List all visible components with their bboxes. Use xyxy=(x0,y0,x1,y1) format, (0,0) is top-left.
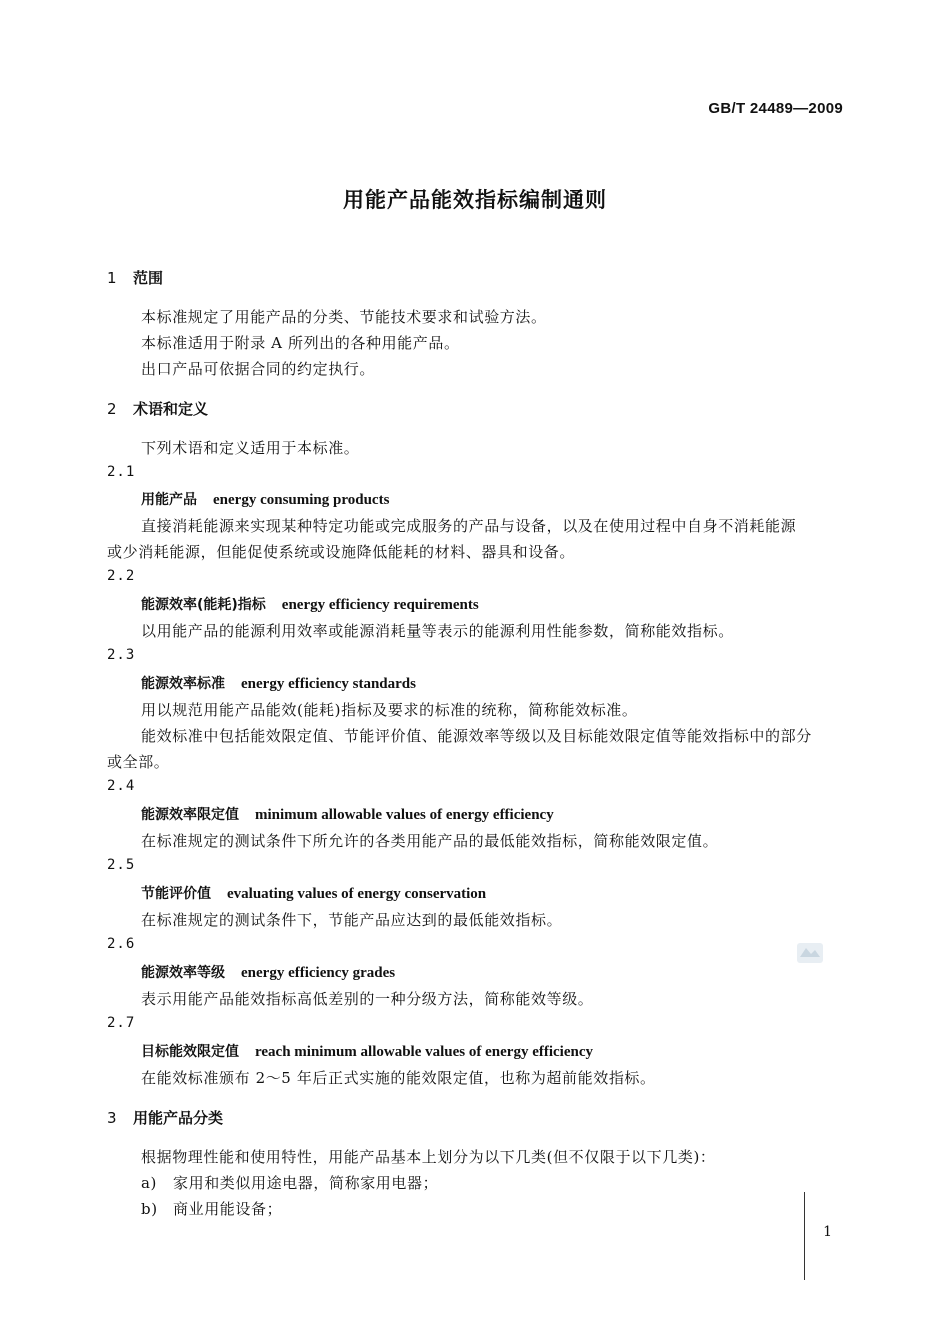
clause-number: 2.6 xyxy=(107,936,136,952)
list-marker: a) xyxy=(141,1174,157,1192)
paragraph: 出口产品可依据合同的约定执行。 xyxy=(141,360,376,378)
term-english: energy consuming products xyxy=(213,492,390,508)
list-item-text: 家用和类似用途电器，简称家用电器； xyxy=(173,1174,439,1192)
definition-line: 能效标准中包括能效限定值、节能评价值、能源效率等级以及目标能效限定值等能效指标中的部分 xyxy=(141,727,812,745)
list-item xyxy=(141,1198,282,1219)
term-english: reach minimum allowable values of energy efficiency xyxy=(255,1044,593,1060)
clause-number: 2.3 xyxy=(107,647,136,663)
section-1-heading xyxy=(107,267,163,288)
section-title: 用能产品分类 xyxy=(133,1109,224,1127)
term-chinese: 能源效率(能耗)指标 xyxy=(141,597,266,613)
section-3-heading xyxy=(107,1107,223,1128)
list-marker: b) xyxy=(141,1200,158,1218)
term-entry xyxy=(141,489,389,509)
term-entry xyxy=(141,883,486,903)
term-english: energy efficiency requirements xyxy=(281,597,479,613)
section-number: 1 xyxy=(107,269,117,287)
term-chinese: 节能评价值 xyxy=(141,886,211,902)
section-title: 术语和定义 xyxy=(133,400,209,418)
definition-line: 表示用能产品能效指标高低差别的一种分级方法，简称能效等级。 xyxy=(141,990,594,1008)
list-item-text: 商业用能设备； xyxy=(173,1200,283,1218)
paragraph: 根据物理性能和使用特性，用能产品基本上划分为以下几类(但不仅限于以下几类)： xyxy=(141,1148,716,1166)
section-title: 范围 xyxy=(133,269,164,287)
document-title: 用能产品能效指标编制通则 xyxy=(343,188,607,212)
term-chinese: 能源效率限定值 xyxy=(141,807,239,823)
definition-line: 以用能产品的能源利用效率或能源消耗量等表示的能源利用性能参数，简称能效指标。 xyxy=(141,622,734,640)
clause-number: 2.7 xyxy=(107,1015,136,1031)
definition-line: 用以规范用能产品能效(能耗)指标及要求的标准的统称，简称能效标准。 xyxy=(141,701,638,719)
paragraph: 本标准适用于附录 A 所列出的各种用能产品。 xyxy=(141,334,460,352)
term-entry xyxy=(141,673,416,693)
section-number: 2 xyxy=(107,400,117,418)
clause-number: 2.5 xyxy=(107,857,136,873)
clause-number: 2.4 xyxy=(107,778,136,794)
page-number: 1 xyxy=(823,1224,832,1240)
term-english: evaluating values of energy conservation xyxy=(227,886,487,902)
section-2-heading xyxy=(107,398,208,419)
standard-number: GB/T 24489—2009 xyxy=(708,100,843,117)
watermark-logo-graphic xyxy=(797,943,823,963)
term-chinese: 能源效率等级 xyxy=(141,965,225,981)
clause-number: 2.1 xyxy=(107,464,136,480)
definition-line: 在标准规定的测试条件下，节能产品应达到的最低能效指标。 xyxy=(141,911,563,929)
term-chinese: 能源效率标准 xyxy=(141,676,225,692)
definition-line: 在标准规定的测试条件下所允许的各类用能产品的最低能效指标，简称能效限定值。 xyxy=(141,832,719,850)
definition-line: 在能效标准颁布 2～5 年后正式实施的能效限定值，也称为超前能效指标。 xyxy=(141,1069,656,1087)
term-english: energy efficiency standards xyxy=(241,676,416,692)
term-english: energy efficiency grades xyxy=(241,965,396,981)
paragraph: 本标准规定了用能产品的分类、节能技术要求和试验方法。 xyxy=(141,308,547,326)
term-entry xyxy=(141,594,479,614)
clause-number: 2.2 xyxy=(107,568,136,584)
term-english: minimum allowable values of energy efficiency xyxy=(255,807,554,823)
list-item xyxy=(141,1172,438,1193)
definition-line: 或全部。 xyxy=(107,753,170,771)
section-number: 3 xyxy=(107,1109,117,1127)
definition-line: 或少消耗能源，但能促使系统或设施降低能耗的材料、器具和设备。 xyxy=(107,543,576,561)
term-entry xyxy=(141,1041,593,1061)
term-entry xyxy=(141,962,395,982)
paragraph: 下列术语和定义适用于本标准。 xyxy=(141,439,360,457)
term-entry xyxy=(141,804,554,824)
watermark-logo-icon xyxy=(797,943,823,963)
term-chinese: 目标能效限定值 xyxy=(141,1044,239,1060)
margin-rule xyxy=(804,1192,805,1280)
term-chinese: 用能产品 xyxy=(141,492,197,508)
definition-line: 直接消耗能源来实现某种特定功能或完成服务的产品与设备，以及在使用过程中自身不消耗能源 xyxy=(141,517,797,535)
